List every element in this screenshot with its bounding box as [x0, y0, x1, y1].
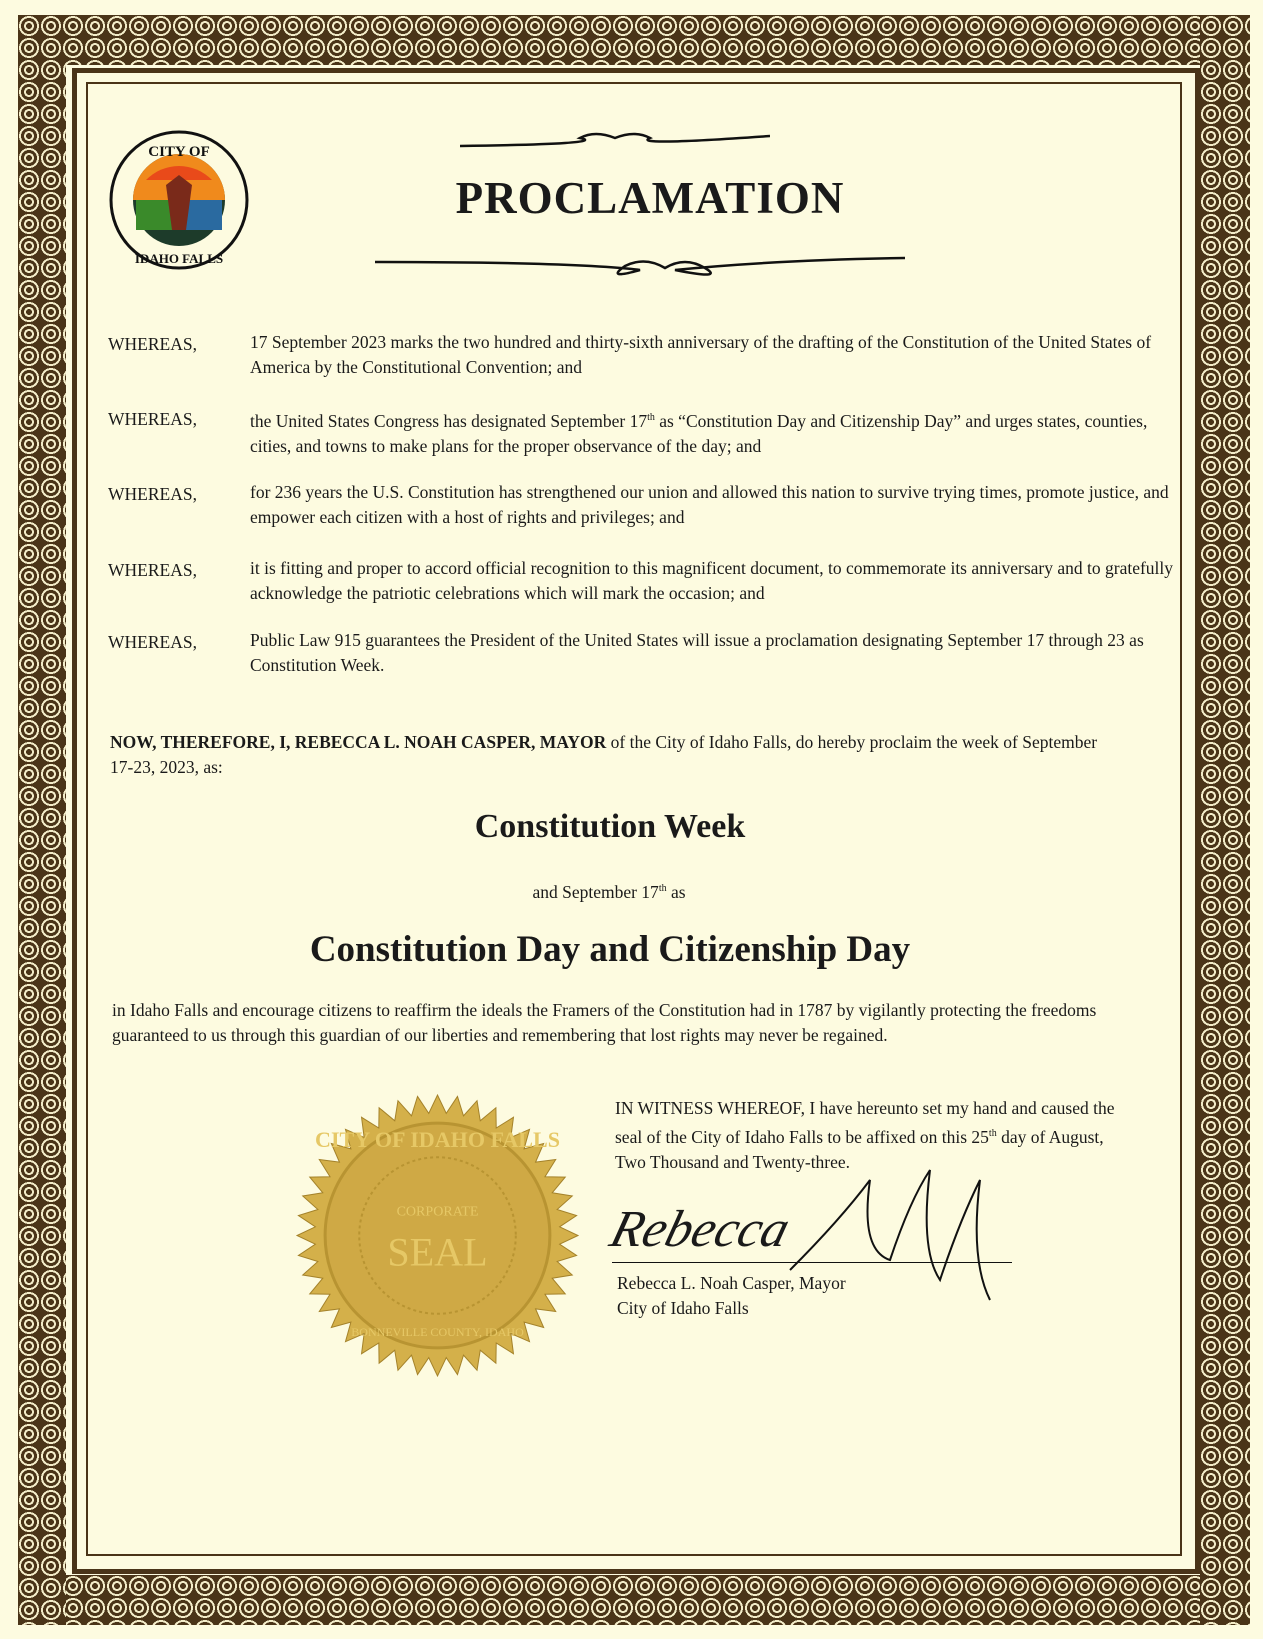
text: as: [666, 881, 686, 902]
seal-center-text: SEAL: [387, 1229, 488, 1275]
superscript: th: [658, 883, 667, 894]
therefore-paragraph: [110, 730, 1110, 780]
whereas-label: WHEREAS,: [108, 334, 197, 354]
whereas-label: WHEREAS,: [108, 484, 197, 504]
border-bottom: [18, 1575, 1250, 1625]
signer-name: Rebecca L. Noah Casper, Mayor: [617, 1273, 846, 1293]
signature-script: Rebecca: [604, 1201, 796, 1258]
text: and September 17: [532, 881, 659, 902]
closing-paragraph: in Idaho Falls and encourage citizens to reaffirm the ideals the Framers of the Constitution had in 1787 by vigilantly protecting the freedoms guaranteed to us through this guardian of our liberties and remembering that lost rights may never be regained.: [112, 1000, 1097, 1045]
therefore-lead: NOW, THEREFORE, I, REBECCA L. NOAH CASPER, MAYOR: [110, 732, 607, 752]
page-title: PROCLAMATION: [455, 173, 845, 223]
border-top: [18, 15, 1250, 65]
whereas-text: it is fitting and proper to accord official recognition to this magnificent document, to commemorate its anniversary and to gratefully acknowledge the patriotic celebrations which will mark the occasion; and: [250, 558, 1174, 603]
whereas-label: WHEREAS,: [108, 632, 197, 652]
whereas-text: 17 September 2023 marks the two hundred and thirty-sixth anniversary of the drafting of the Constitution of the United States of America by the Constitutional Convention; and: [250, 332, 1152, 377]
superscript: th: [647, 412, 655, 423]
text: IN WITNESS WHEREOF, I have hereunto set my hand and caused the seal of the City of Idaho Falls to be affixed on this 25: [615, 1098, 1115, 1147]
gold-seal: [295, 1093, 580, 1378]
logo-text-top: CITY OF: [148, 144, 210, 160]
connector-text: [0, 876, 1218, 905]
top-flourish: [460, 126, 770, 152]
whereas-label: WHEREAS,: [108, 409, 197, 429]
text: day of August, Two Thousand and Twenty-three.: [615, 1126, 1104, 1172]
seal-ring-text: CITY OF IDAHO FALLS: [315, 1127, 560, 1153]
whereas-text: [250, 405, 1180, 459]
bottom-flourish: [375, 252, 905, 282]
whereas-text: Public Law 915 guarantees the President of the United States will issue a proclamation designating September 17 through 23 as Constitution Week.: [250, 630, 1144, 675]
whereas-label: WHEREAS,: [108, 560, 197, 580]
therefore-rest: of the City of Idaho Falls, do hereby proclaim the week of September 17-23, 2023, as:: [110, 732, 1098, 777]
superscript: th: [988, 1128, 997, 1139]
text: as “Constitution Day and Citizenship Day” and urges states, counties, cities, and towns to make plans for the proper observance of the day; and: [250, 410, 1148, 456]
whereas-text: for 236 years the U.S. Constitution has strengthened our union and allowed this nation to survive trying times, promote justice, and empower each citizen with a host of rights and privileges; and: [250, 482, 1169, 527]
text: the United States Congress has designated September 17: [250, 410, 648, 431]
heading-constitution-week: Constitution Week: [474, 808, 746, 845]
seal-bottom-text: BONNEVILLE COUNTY, IDAHO: [351, 1324, 524, 1339]
signer-org: City of Idaho Falls: [617, 1298, 749, 1318]
heading-constitution-day: Constitution Day and Citizenship Day: [309, 929, 911, 970]
logo-text-bottom: IDAHO FALLS: [134, 251, 224, 266]
signature-line: [612, 1262, 1012, 1263]
seal-sub-text: CORPORATE: [396, 1203, 479, 1220]
